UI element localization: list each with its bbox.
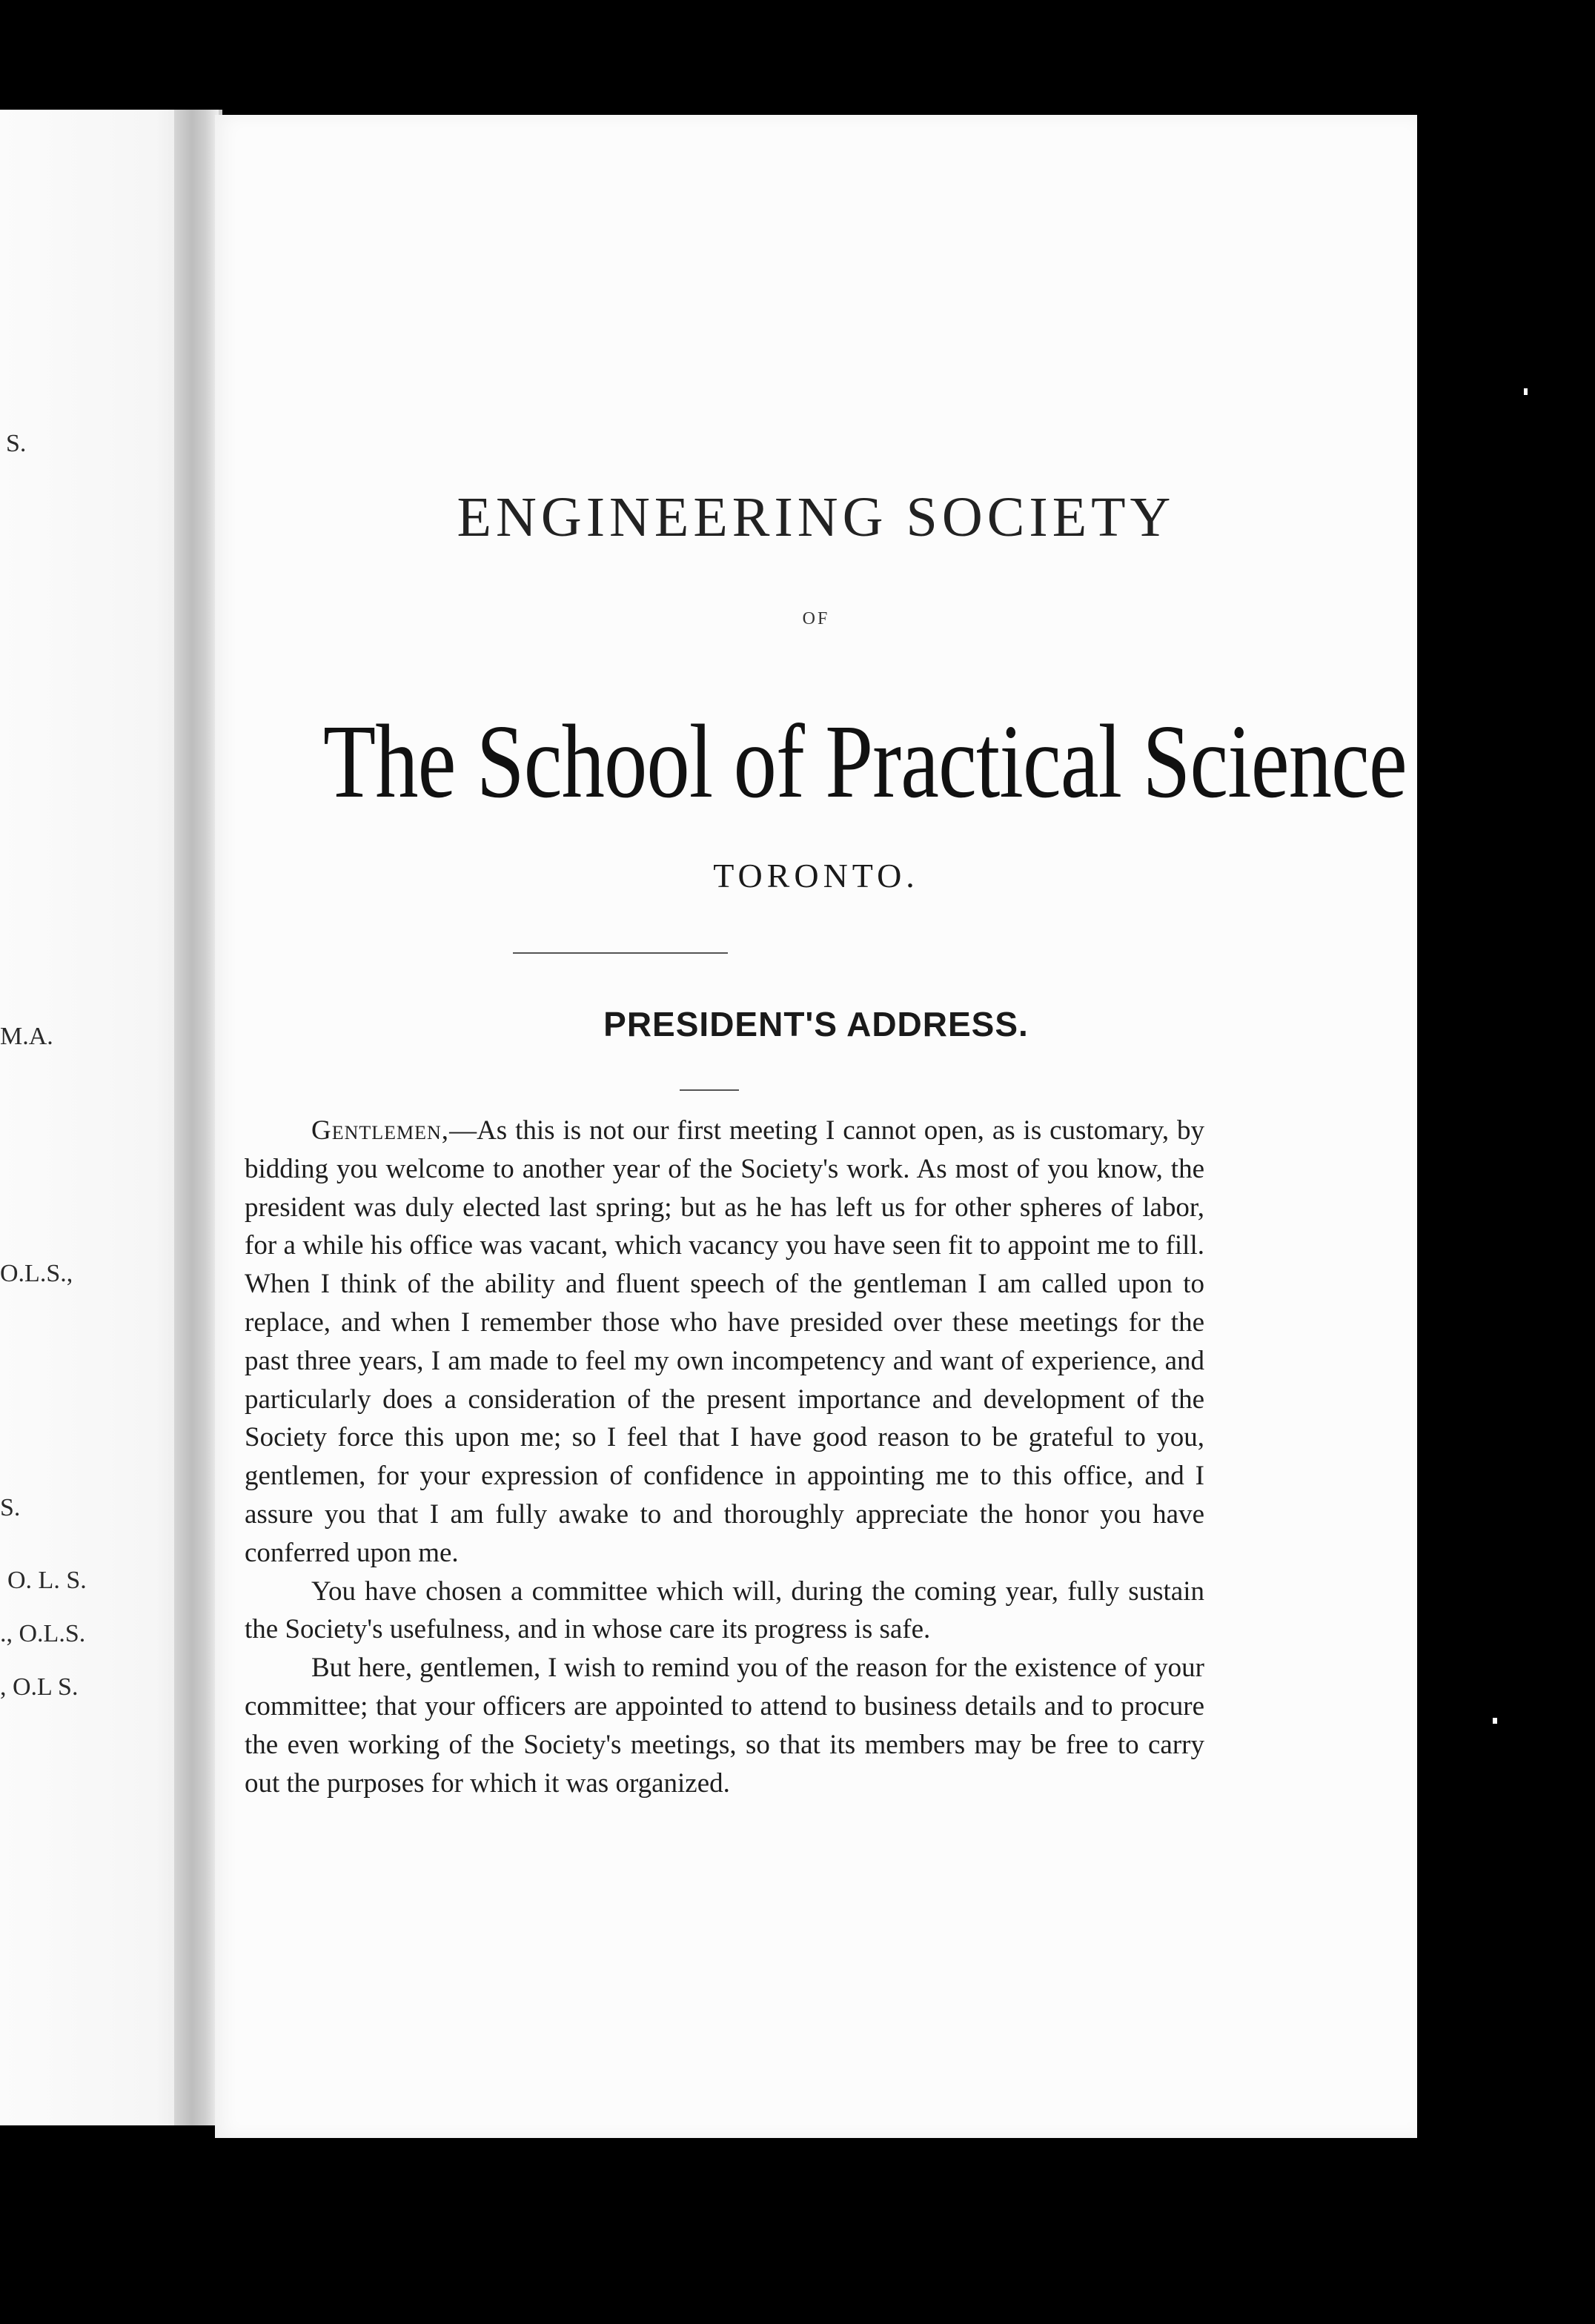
society-heading: ENGINEERING SOCIETY bbox=[457, 486, 1175, 548]
facing-page-fragment: O. L. S. bbox=[7, 1567, 87, 1594]
facing-page-fragment: ., O.L.S. bbox=[0, 1620, 86, 1647]
salutation: Gentlemen, bbox=[311, 1115, 450, 1146]
school-title: The School of Practical Science bbox=[322, 703, 1407, 820]
paragraph bbox=[245, 1112, 1204, 1573]
paragraph-text: —As this is not our first meeting I cannot open, as is customary, by bidding you welcome to another year of the Society's work. As most of you know, the president was duly elected last spring; but as he has left us for other spheres of labor, for a while his office was vacant, which vacancy you have seen fit to appoint me to fill. When I think of the ability and fluent speech of the gentleman I am called upon to replace, and when I remember those who have presided over these meetings for the past three years, I am made to feel my own incompetency and want of experience, and particularly does a consideration of the present importance and development of the Society force this upon me; so I feel that I have good reason to be grateful to you, gentlemen, for your expression of confidence in appointing me to this office, and I assure you that I am fully awake to and thoroughly appreciate the honor you have conferred upon me. bbox=[245, 1115, 1204, 1568]
scan-speck bbox=[1493, 1718, 1497, 1724]
document-page bbox=[215, 115, 1417, 2138]
scan-speck bbox=[1524, 388, 1528, 395]
facing-page-fragment: , O.L S. bbox=[0, 1673, 79, 1701]
section-title: PRESIDENT'S ADDRESS. bbox=[603, 1005, 1029, 1043]
paragraph: But here, gentlemen, I wish to remind you of the reason for the existence of your committee; that your officers are appointed to attend to business details and to procure the even working of the Society's meetings, so that its members may be free to carry out the purposes for which it was organized. bbox=[245, 1653, 1204, 1799]
city-line: TORONTO. bbox=[713, 857, 919, 894]
short-divider-rule bbox=[680, 1089, 739, 1091]
facing-page-fragment: S. bbox=[6, 430, 27, 457]
facing-page-fragment: M.A. bbox=[0, 1023, 53, 1050]
of-line: OF bbox=[802, 609, 830, 628]
book-gutter bbox=[174, 110, 219, 2125]
paragraph: You have chosen a committee which will, during the coming year, fully sustain the Society's usefulness, and in whose care its progress is safe. bbox=[245, 1576, 1204, 1645]
facing-page-fragment: O.L.S., bbox=[0, 1260, 73, 1287]
address-body bbox=[245, 1112, 1204, 1802]
facing-page-fragment: S. bbox=[0, 1494, 21, 1521]
divider-rule bbox=[513, 952, 728, 954]
